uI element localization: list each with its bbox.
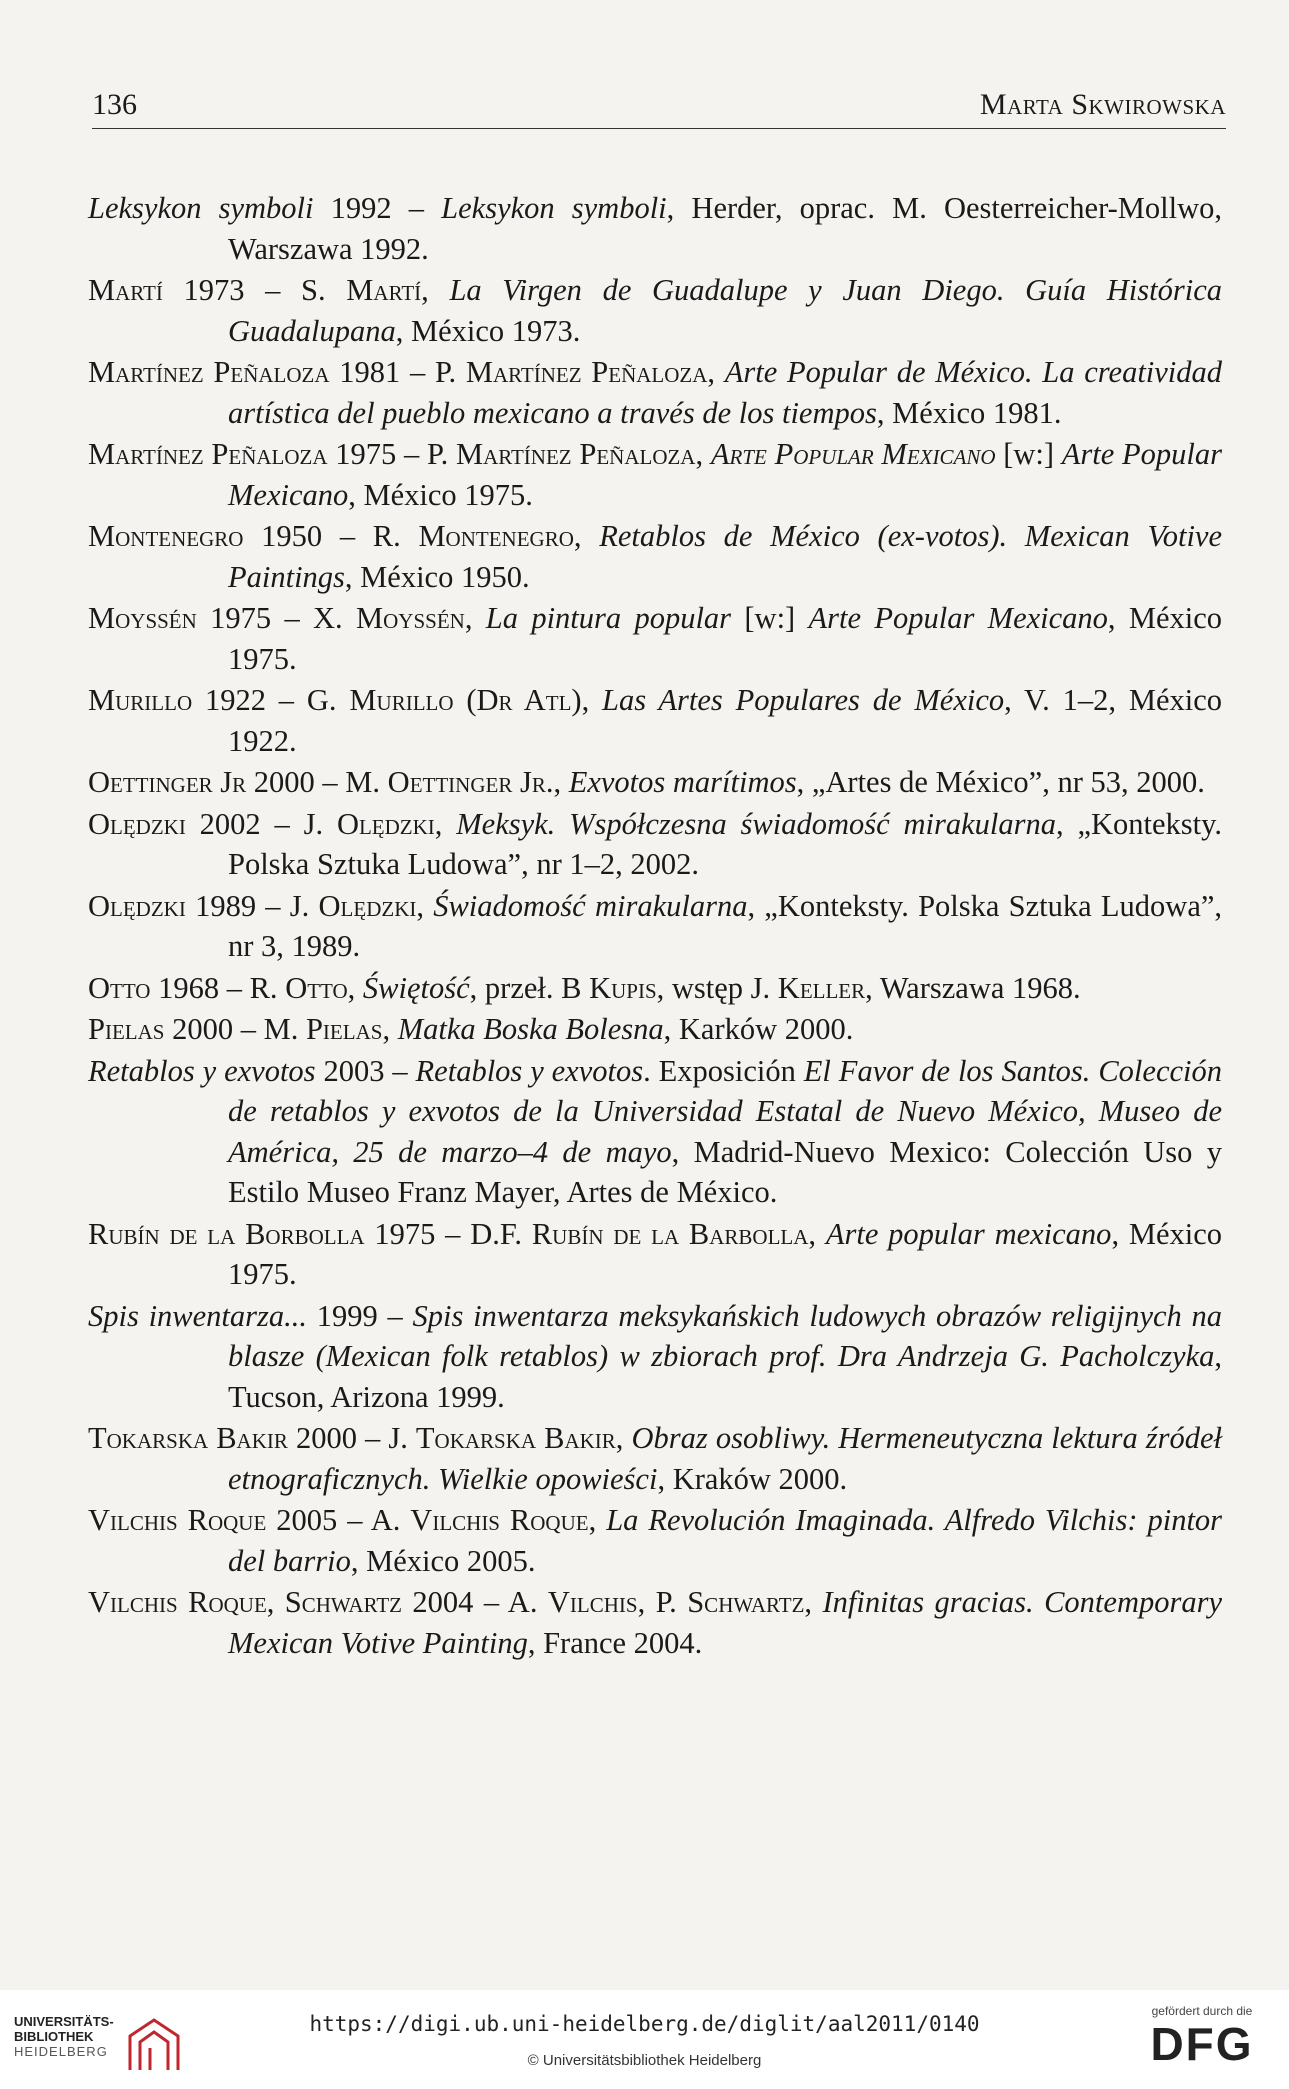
entry-segment: Retablos y exvotos: [88, 1053, 316, 1088]
page-header: [92, 88, 1226, 129]
entry-segment: ,: [707, 355, 725, 389]
entry-segment: Leksykon symboli: [88, 191, 314, 225]
entry-segment: Martínez Peñaloza: [465, 355, 708, 389]
entry-segment: Arte Popular Mexicano: [710, 437, 996, 471]
entry-segment: Montenegro: [88, 519, 244, 553]
entry-segment: Martínez Peñaloza: [88, 437, 328, 471]
entry-segment: , México 1950.: [344, 559, 530, 594]
entry-segment: [w:]: [995, 437, 1062, 471]
entry-segment: Retablos de México (ex-votos). Mexican Votive Paintings: [228, 519, 1223, 594]
entry-segment: La pintura popular: [485, 601, 732, 635]
entry-segment: El Favor de los Santos. Colección de retablos y exvotos de la Universidad Estatal de Nuevo México, Museo de América, 25 de marzo–4 de mayo: [228, 1053, 1222, 1169]
entry-segment: Pielas: [88, 1012, 165, 1046]
entry-segment: ,: [588, 1503, 607, 1537]
entry-segment: , wstęp J.: [656, 970, 778, 1005]
entry-segment: [w:]: [731, 601, 809, 635]
entry-segment: ,: [573, 519, 600, 553]
bibliography-entry: [88, 804, 1222, 885]
entry-segment: ,: [434, 806, 457, 841]
entry-segment: , „Konteksty. Polska Sztuka Ludowa”, nr 1–2, 2002.: [228, 806, 1223, 881]
library-name-line1: UNIVERSITÄTS-: [14, 2014, 114, 2029]
entry-segment: 1973 – S.: [162, 273, 347, 307]
entry-segment: ,: [464, 601, 486, 635]
entry-segment: Rubín de la Borbolla: [88, 1216, 365, 1251]
entry-segment: 2004 – A.: [402, 1585, 548, 1619]
bibliography-entry: [88, 1051, 1222, 1213]
entry-segment: Olędzki: [88, 806, 186, 841]
entry-segment: Martínez Peñaloza: [455, 437, 696, 471]
entry-segment: ,: [553, 765, 569, 799]
entry-segment: Moyssén: [88, 601, 197, 635]
entry-segment: Retablos y exvotos: [415, 1053, 644, 1088]
entry-segment: 2005 – A.: [266, 1503, 411, 1537]
entry-segment: 2000 – M.: [164, 1012, 306, 1046]
entry-segment: 2000 – M.: [246, 765, 388, 799]
entry-segment: Świadomość mirakularna: [433, 888, 748, 923]
entry-segment: 1981 – P.: [329, 355, 466, 389]
entry-segment: 1999 –: [307, 1298, 413, 1333]
entry-segment: Martí: [346, 273, 422, 307]
permalink-url[interactable]: https://digi.ub.uni-heidelberg.de/diglit/aal2011/0140: [309, 2012, 980, 2036]
entry-segment: Vilchis Roque: [410, 1503, 589, 1537]
entry-segment: Meksyk. Współczesna świadomość mirakularna: [456, 806, 1056, 841]
entry-segment: Pielas: [305, 1012, 383, 1046]
bibliography-entry: [88, 1009, 1222, 1050]
entry-segment: , „Artes de México”, nr 53, 2000.: [796, 765, 1205, 799]
library-name-line3: HEIDELBERG: [14, 2044, 108, 2059]
entry-segment: 2003 –: [315, 1053, 416, 1088]
entry-segment: 2002 – J.: [185, 806, 337, 841]
entry-segment: Murillo: [88, 683, 193, 717]
entry-segment: 1992 –: [313, 191, 442, 225]
entry-segment: ,: [615, 1421, 632, 1455]
entry-segment: , France 2004.: [527, 1625, 703, 1660]
bibliography-entry: [88, 270, 1222, 351]
entry-segment: Olędzki: [336, 806, 435, 841]
entry-segment: Keller: [777, 970, 866, 1005]
entry-segment: Vilchis: [547, 1585, 638, 1619]
entry-segment: Tokarska Bakir: [415, 1421, 616, 1455]
entry-segment: , Warszawa 1968.: [865, 970, 1081, 1005]
entry-segment: , Karków 2000.: [663, 1012, 854, 1046]
dfg-logo[interactable]: [1137, 2004, 1267, 2079]
bibliography-list: [88, 188, 1222, 1664]
entry-segment: 1922 – G.: [192, 683, 350, 717]
entry-segment: Otto: [285, 970, 348, 1005]
entry-segment: Olędzki: [318, 888, 417, 923]
bibliography-entry: [88, 1500, 1222, 1581]
entry-segment: 1968 – R.: [150, 970, 286, 1005]
entry-segment: 2000 – J.: [287, 1421, 416, 1455]
entry-segment: Kupis: [589, 970, 657, 1005]
entry-segment: Arte popular mexicano: [825, 1216, 1112, 1251]
page-number: 136: [92, 88, 137, 121]
bibliography-entry: [88, 188, 1222, 269]
entry-segment: La Virgen de Guadalupe y Juan Diego. Guía Histórica Guadalupana: [228, 273, 1222, 348]
entry-segment: Schwartz: [687, 1585, 805, 1619]
entry-segment: , México 1975.: [228, 1216, 1223, 1291]
entry-segment: Spis inwentarza meksykańskich ludowych obrazów religijnych na blasze (Mexican folk retablos) w zbiorach prof. Dra Andrzeja G. Pacholczyka: [228, 1298, 1223, 1373]
bibliography-entry: [88, 762, 1222, 803]
entry-segment: ,: [804, 1585, 823, 1619]
bibliography-entry: [88, 352, 1222, 433]
bibliography-entry: [88, 516, 1222, 597]
entry-segment: Otto: [88, 970, 151, 1005]
entry-segment: ,: [808, 1216, 826, 1251]
entry-segment: ,: [581, 683, 603, 717]
entry-segment: Rubín de la Barbolla: [531, 1216, 809, 1251]
bibliography-entry: [88, 1296, 1222, 1418]
entry-segment: Spis inwentarza...: [88, 1298, 308, 1333]
entry-segment: , México 2005.: [350, 1543, 536, 1578]
entry-segment: , przeł. B: [469, 970, 590, 1005]
entry-segment: Świętość: [362, 970, 470, 1005]
entry-segment: , Tucson, Arizona 1999.: [228, 1339, 1222, 1414]
copyright-notice: © Universitätsbibliothek Heidelberg: [527, 2052, 762, 2069]
entry-segment: Infinitas gracias. Contemporary Mexican Votive Painting: [228, 1585, 1222, 1660]
entry-segment: Tokarska Bakir: [88, 1421, 288, 1455]
entry-segment: Leksykon symboli: [441, 191, 667, 225]
entry-segment: Oettinger Jr.: [387, 765, 554, 799]
entry-segment: 1975 – D.F.: [364, 1216, 532, 1251]
entry-segment: La Revolución Imaginada. Alfredo Vilchis: pintor del barrio: [228, 1503, 1223, 1578]
dfg-wordmark: DFG: [1150, 2018, 1254, 2070]
entry-segment: 1975 – X.: [196, 601, 357, 635]
bibliography-entry: [88, 434, 1222, 515]
entry-segment: Exvotos marítimos: [568, 765, 797, 799]
bibliography-entry: [88, 598, 1222, 679]
entry-segment: Arte Popular de México. La creatividad artística del pueblo mexicano a través de los tiempos: [228, 355, 1223, 430]
entry-segment: ,: [347, 970, 363, 1005]
entry-segment: ,: [382, 1012, 398, 1046]
bibliography-entry: [88, 968, 1222, 1009]
viewer-footer: [0, 1990, 1289, 2089]
bibliography-entry: [88, 886, 1222, 967]
funding-caption: gefördert durch die: [1151, 2004, 1253, 2018]
running-head: Marta Skwirowska: [979, 88, 1226, 121]
bibliography-entry: [88, 1418, 1222, 1499]
entry-segment: Oettinger Jr: [88, 765, 247, 799]
entry-segment: Arte Popular Mexicano: [228, 437, 1223, 512]
entry-segment: 1975 – P.: [327, 437, 456, 471]
entry-segment: , P.: [637, 1585, 688, 1619]
entry-segment: , México 1973.: [395, 313, 581, 348]
bibliography-entry: [88, 680, 1222, 761]
entry-segment: Olędzki: [88, 888, 186, 923]
entry-segment: Murillo (Dr Atl): [349, 683, 582, 717]
entry-segment: Montenegro: [418, 519, 574, 553]
entry-segment: Moyssén: [356, 601, 465, 635]
entry-segment: ,: [416, 888, 434, 923]
entry-segment: ,: [421, 273, 450, 307]
entry-segment: , Kraków 2000.: [657, 1461, 848, 1496]
entry-segment: Martínez Peñaloza: [88, 355, 330, 389]
entry-segment: Las Artes Populares de México: [602, 683, 1005, 717]
entry-segment: . Exposición: [643, 1053, 804, 1088]
bibliography-entry: [88, 1214, 1222, 1295]
entry-segment: Vilchis Roque, Schwartz: [88, 1585, 402, 1619]
library-name-line2: BIBLIOTHEK: [14, 2029, 94, 2044]
entry-segment: , México 1975.: [348, 477, 533, 512]
entry-segment: Vilchis Roque: [88, 1503, 267, 1537]
entry-segment: 1989 – J.: [185, 888, 319, 923]
entry-segment: , México 1975.: [228, 601, 1223, 676]
entry-segment: , México 1981.: [876, 395, 1062, 430]
entry-segment: Matka Boska Bolesna: [397, 1012, 664, 1046]
entry-segment: Martí: [88, 273, 163, 307]
entry-segment: Obraz osobliwy. Hermeneutyczna lektura źródeł etnograficznych. Wielkie opowieści: [228, 1421, 1223, 1496]
entry-segment: , Madrid-Nuevo Mexico: Colección Uso y Estilo Museo Franz Mayer, Artes de México.: [228, 1134, 1222, 1209]
entry-segment: ,: [695, 437, 711, 471]
entry-segment: , „Konteksty. Polska Sztuka Ludowa”, nr 3, 1989.: [228, 888, 1223, 963]
entry-segment: , Herder, oprac. M. Oesterreicher-Mollwo, Warszawa 1992.: [228, 191, 1222, 266]
bibliography-entry: [88, 1582, 1222, 1663]
entry-segment: Arte Popular Mexicano: [808, 601, 1108, 635]
entry-segment: , V. 1–2, México 1922.: [228, 683, 1223, 758]
entry-segment: 1950 – R.: [243, 519, 419, 553]
